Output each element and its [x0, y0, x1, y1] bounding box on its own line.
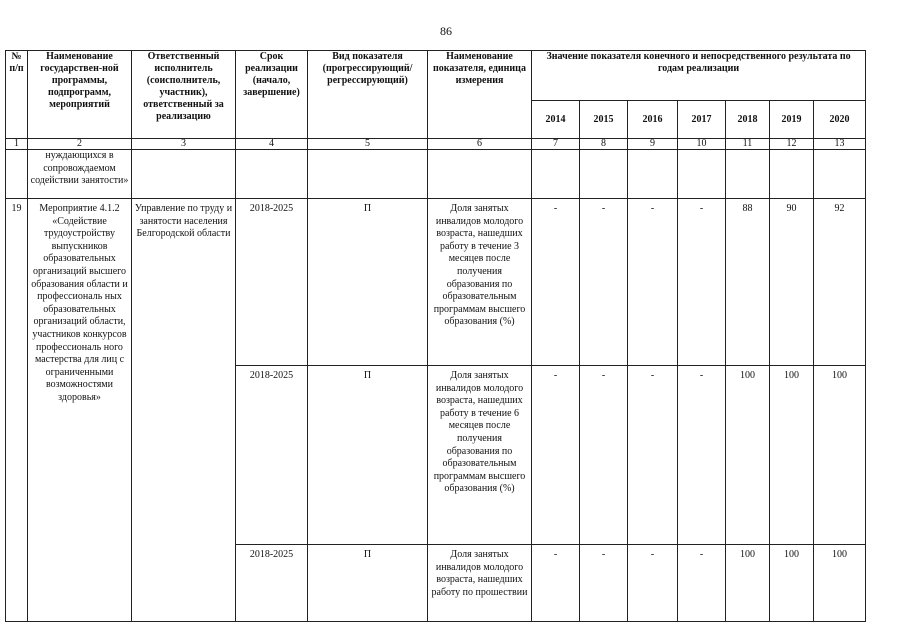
value-2017: -: [678, 545, 726, 622]
row-number: 19: [6, 199, 28, 622]
value-2019: 100: [770, 545, 814, 622]
page-number: 86: [440, 24, 452, 38]
column-number: 9: [628, 139, 678, 150]
header-period: Срок реализации (начало, завершение): [236, 51, 308, 139]
header-values: Значение показателя конечного и непосредственного результата по годам реализации: [532, 51, 866, 101]
column-number: 6: [428, 139, 532, 150]
header-kind: Вид показателя (прогрессирующий/ регрессирующий): [308, 51, 428, 139]
responsible-executor: Управление по труду и занятости населения Белгородской области: [132, 199, 236, 622]
value-2014: -: [532, 199, 580, 366]
column-number: 2: [28, 139, 132, 150]
header-row: [6, 51, 866, 101]
value-2015: -: [580, 199, 628, 366]
value-2018: 88: [726, 199, 770, 366]
indicator-kind: П: [308, 545, 428, 622]
indicator-name: Доля занятых инвалидов молодого возраста, нашедших работу по прошествии: [428, 545, 532, 622]
value-2019: 90: [770, 199, 814, 366]
year-2017: 2017: [678, 101, 726, 139]
period: 2018-2025: [236, 366, 308, 545]
header-indicator: Наименование показателя, единица измерения: [428, 51, 532, 139]
column-number: 1: [6, 139, 28, 150]
column-number: 5: [308, 139, 428, 150]
value-2020: 92: [814, 199, 866, 366]
header-responsible: Ответственный исполнитель (соисполнитель, участник), ответственный за реализацию: [132, 51, 236, 139]
indicator-kind: П: [308, 366, 428, 545]
value-2014: -: [532, 366, 580, 545]
header-name: Наименование государствен-ной программы, подпрограмм, мероприятий: [28, 51, 132, 139]
table-row: [6, 199, 866, 366]
value-2020: 100: [814, 545, 866, 622]
column-numbers-row: [6, 139, 866, 150]
value-2016: -: [628, 366, 678, 545]
year-2020: 2020: [814, 101, 866, 139]
year-2015: 2015: [580, 101, 628, 139]
column-number: 4: [236, 139, 308, 150]
indicators-table: [5, 50, 866, 622]
value-2015: -: [580, 545, 628, 622]
value-2016: -: [628, 545, 678, 622]
value-2020: 100: [814, 366, 866, 545]
value-2017: -: [678, 199, 726, 366]
year-2014: 2014: [532, 101, 580, 139]
continuation-text: нуждающихся в сопровождаемом содействии занятости»: [28, 150, 132, 199]
value-2014: -: [532, 545, 580, 622]
period: 2018-2025: [236, 545, 308, 622]
indicator-kind: П: [308, 199, 428, 366]
activity-name: Мероприятие 4.1.2 «Содействие трудоустройству выпускников образовательных организаций высшего образования области и профессиональ ных образовательных организаций области, участников конкурсов профессиональ ного мастерства для лиц с ограниченными возможностями здоровья»: [28, 199, 132, 622]
value-2016: -: [628, 199, 678, 366]
year-2016: 2016: [628, 101, 678, 139]
value-2019: 100: [770, 366, 814, 545]
column-number: 12: [770, 139, 814, 150]
column-number: 10: [678, 139, 726, 150]
year-2019: 2019: [770, 101, 814, 139]
period: 2018-2025: [236, 199, 308, 366]
continuation-row: [6, 150, 866, 199]
column-number: 7: [532, 139, 580, 150]
column-number: 11: [726, 139, 770, 150]
indicator-name: Доля занятых инвалидов молодого возраста, нашедших работу в течение 3 месяцев после получения образования по образовательным программам высшего образования (%): [428, 199, 532, 366]
year-2018: 2018: [726, 101, 770, 139]
value-2018: 100: [726, 545, 770, 622]
column-number: 13: [814, 139, 866, 150]
column-number: 3: [132, 139, 236, 150]
indicator-name: Доля занятых инвалидов молодого возраста, нашедших работу в течение 6 месяцев после получения образования по образовательным программам высшего образования (%): [428, 366, 532, 545]
value-2018: 100: [726, 366, 770, 545]
column-number: 8: [580, 139, 628, 150]
value-2017: -: [678, 366, 726, 545]
header-num: № п/п: [6, 51, 28, 139]
value-2015: -: [580, 366, 628, 545]
